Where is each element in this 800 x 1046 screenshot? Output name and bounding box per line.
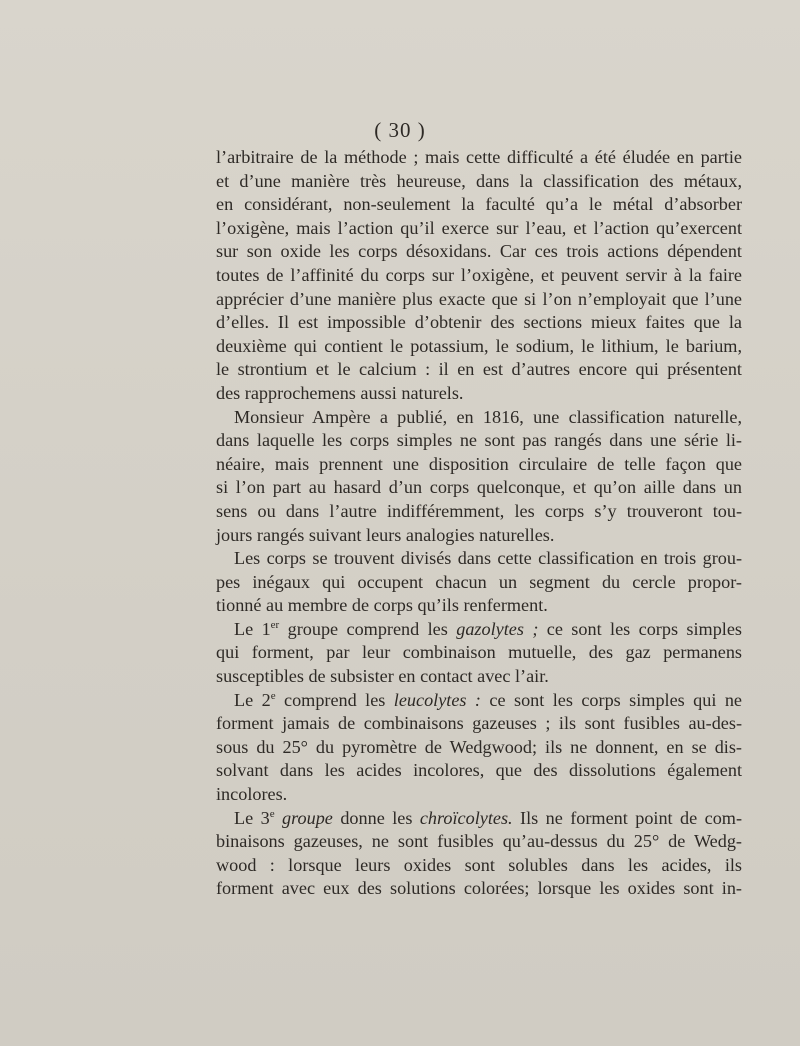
text-line: Les corps se trouvent divisés dans cette classification en trois grou- (234, 548, 742, 569)
text-line: susceptibles de subsister en contact avec l’air. (216, 666, 549, 687)
text-line: le strontium et le calcium : il en est d’autres encore qui présentent (216, 359, 742, 380)
text-line: Le 1er groupe comprend les gazolytes ; ce sont les corps simples (234, 618, 742, 639)
text-line: incolores. (216, 784, 288, 805)
text-line: et d’une manière très heureuse, dans la classification des métaux, (216, 170, 742, 191)
text-line: l’arbitraire de la méthode ; mais cette difficulté a été éludée en partie (216, 147, 742, 167)
text-line: si l’on part au hasard d’un corps quelconque, et qu’on aille dans un (216, 477, 742, 498)
text-line: jours rangés suivant leurs analogies naturelles. (216, 524, 555, 545)
text-line: sens ou dans l’autre indifféremment, les corps s’y trouveront tou- (216, 500, 742, 521)
text-line: solvant dans les acides incolores, que des dissolutions également (216, 760, 742, 781)
text-line: sur son oxide les corps désoxidans. Car ces trois actions dépendent (216, 241, 742, 262)
text-line: binaisons gazeuses, ne sont fusibles qu’au-dessus du 25° de Wedg- (216, 831, 742, 852)
text-line: forment jamais de combinaisons gazeuses ; ils sont fusibles au-des- (216, 713, 742, 734)
text-line: forment avec eux des solutions colorées; lorsque les oxides sont in- (216, 878, 742, 899)
text-line: en considérant, non-seulement la faculté qu’a le métal d’absorber (216, 194, 742, 215)
text-line: l’oxigène, mais l’action qu’il exerce sur l’eau, et l’action qu’exercent (216, 217, 742, 238)
text-line: d’elles. Il est impossible d’obtenir des sections mieux faites que la (216, 312, 742, 333)
text-line: wood : lorsque leurs oxides sont solubles dans les acides, ils (216, 854, 742, 875)
text-line: pes inégaux qui occupent chacun un segment du cercle propor- (216, 571, 742, 592)
text-line: sous du 25° du pyromètre de Wedgwood; ils ne donnent, en se dis- (216, 736, 742, 757)
text-line: dans laquelle les corps simples ne sont pas rangés dans une série li- (216, 430, 742, 451)
text-line: Le 3e groupe donne les chroïcolytes. Ils ne forment point de com- (234, 807, 743, 828)
text-line: des rapprochemens aussi naturels. (216, 382, 464, 403)
text-line: tionné au membre de corps qu’ils renferment. (216, 595, 548, 616)
text-line: apprécier d’une manière plus exacte que si l’on n’employait que l’une (216, 288, 742, 309)
text-line: toutes de l’affinité du corps sur l’oxigène, et peuvent servir à la faire (216, 264, 742, 285)
text-line: qui forment, par leur combinaison mutuelle, des gaz permanens (216, 642, 742, 663)
page-number: ( 30 ) (374, 118, 426, 142)
text-line: Monsieur Ampère a publié, en 1816, une classification naturelle, (234, 406, 742, 427)
text-line: néaire, mais prennent une disposition circulaire de telle façon que (216, 453, 742, 474)
body-text (216, 146, 742, 901)
text-line: Le 2e comprend les leucolytes : ce sont les corps simples qui ne (234, 689, 742, 710)
text-line: deuxième qui contient le potassium, le sodium, le lithium, le barium, (216, 335, 742, 356)
